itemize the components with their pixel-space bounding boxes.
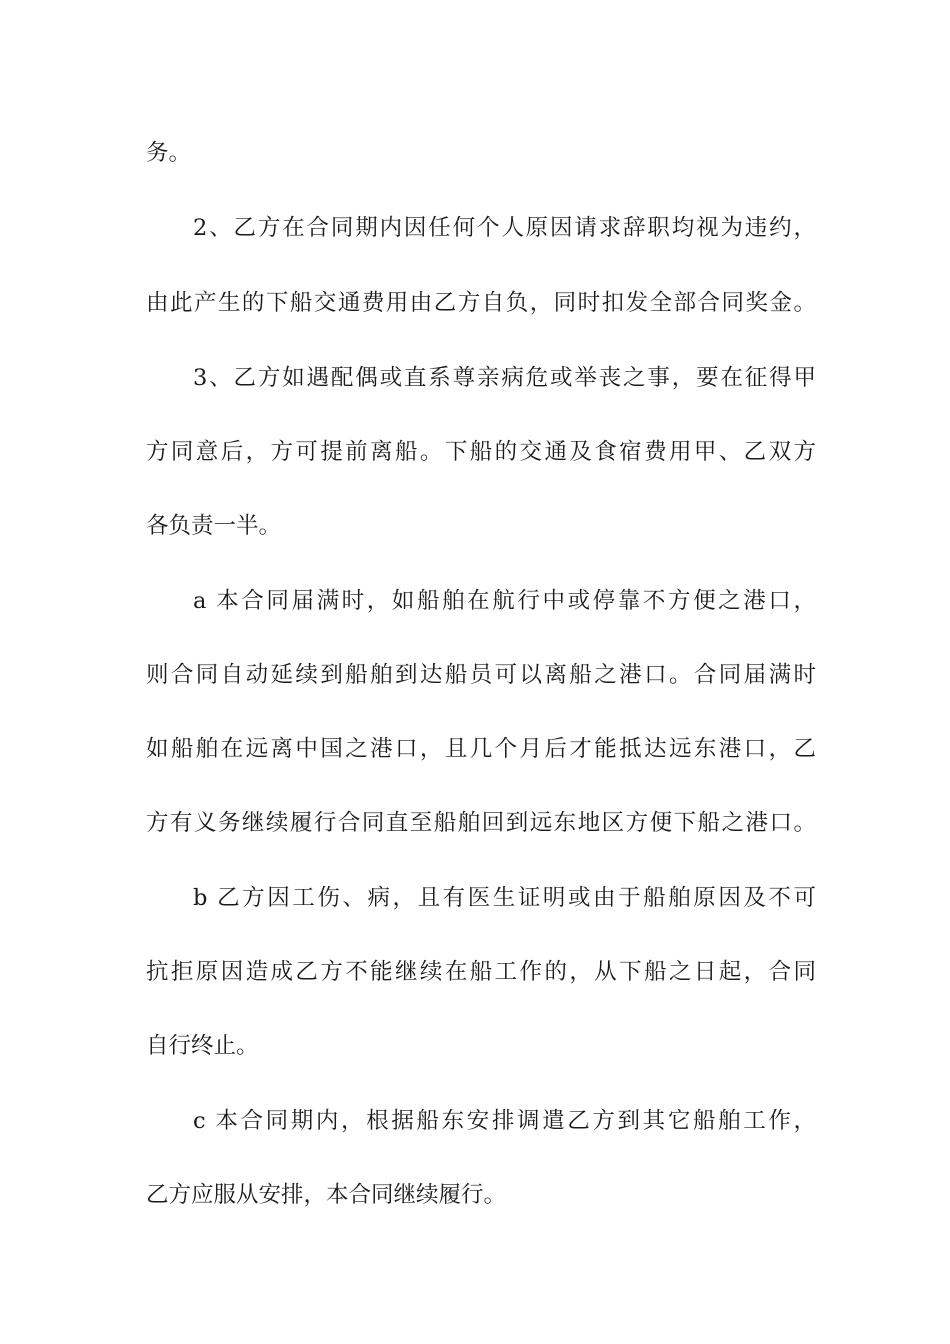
paragraph-a-line-2: 则合同自动延续到船舶到达船员可以离船之港口。合同届满时 xyxy=(146,662,816,688)
paragraph-2-line-1: 2、乙方在合同期内因任何个人原因请求辞职均视为违约， xyxy=(193,215,816,241)
paragraph-a-line-4: 方有义务继续履行合同直至船舶回到远东地区方便下船之港口。 xyxy=(146,810,816,836)
paragraph-b-line-3: 自行终止。 xyxy=(146,1033,259,1059)
paragraph-3-line-1: 3、乙方如遇配偶或直系尊亲病危或举丧之事，要在征得甲 xyxy=(193,365,816,391)
paragraph-b-line-2: 抗拒原因造成乙方不能继续在船工作的，从下船之日起，合同 xyxy=(146,959,816,985)
paragraph-c-line-2: 乙方应服从安排，本合同继续履行。 xyxy=(146,1182,507,1208)
paragraph-a-line-1: a 本合同届满时，如船舶在航行中或停靠不方便之港口， xyxy=(193,588,816,614)
paragraph-c-line-1: c 本合同期内，根据船东安排调遣乙方到其它船舶工作， xyxy=(193,1108,816,1134)
paragraph-3-line-2: 方同意后，方可提前离船。下船的交通及食宿费用甲、乙双方 xyxy=(146,439,816,465)
paragraph-3-line-3: 各负责一半。 xyxy=(146,513,282,539)
text-line: 务。 xyxy=(146,140,192,166)
paragraph-2-line-2: 由此产生的下船交通费用由乙方自负，同时扣发全部合同奖金。 xyxy=(146,290,816,316)
paragraph-b-line-1: b 乙方因工伤、病，且有医生证明或由于船舶原因及不可 xyxy=(193,885,816,911)
paragraph-a-line-3: 如船舶在远离中国之港口，且几个月后才能抵达远东港口，乙 xyxy=(146,736,816,762)
